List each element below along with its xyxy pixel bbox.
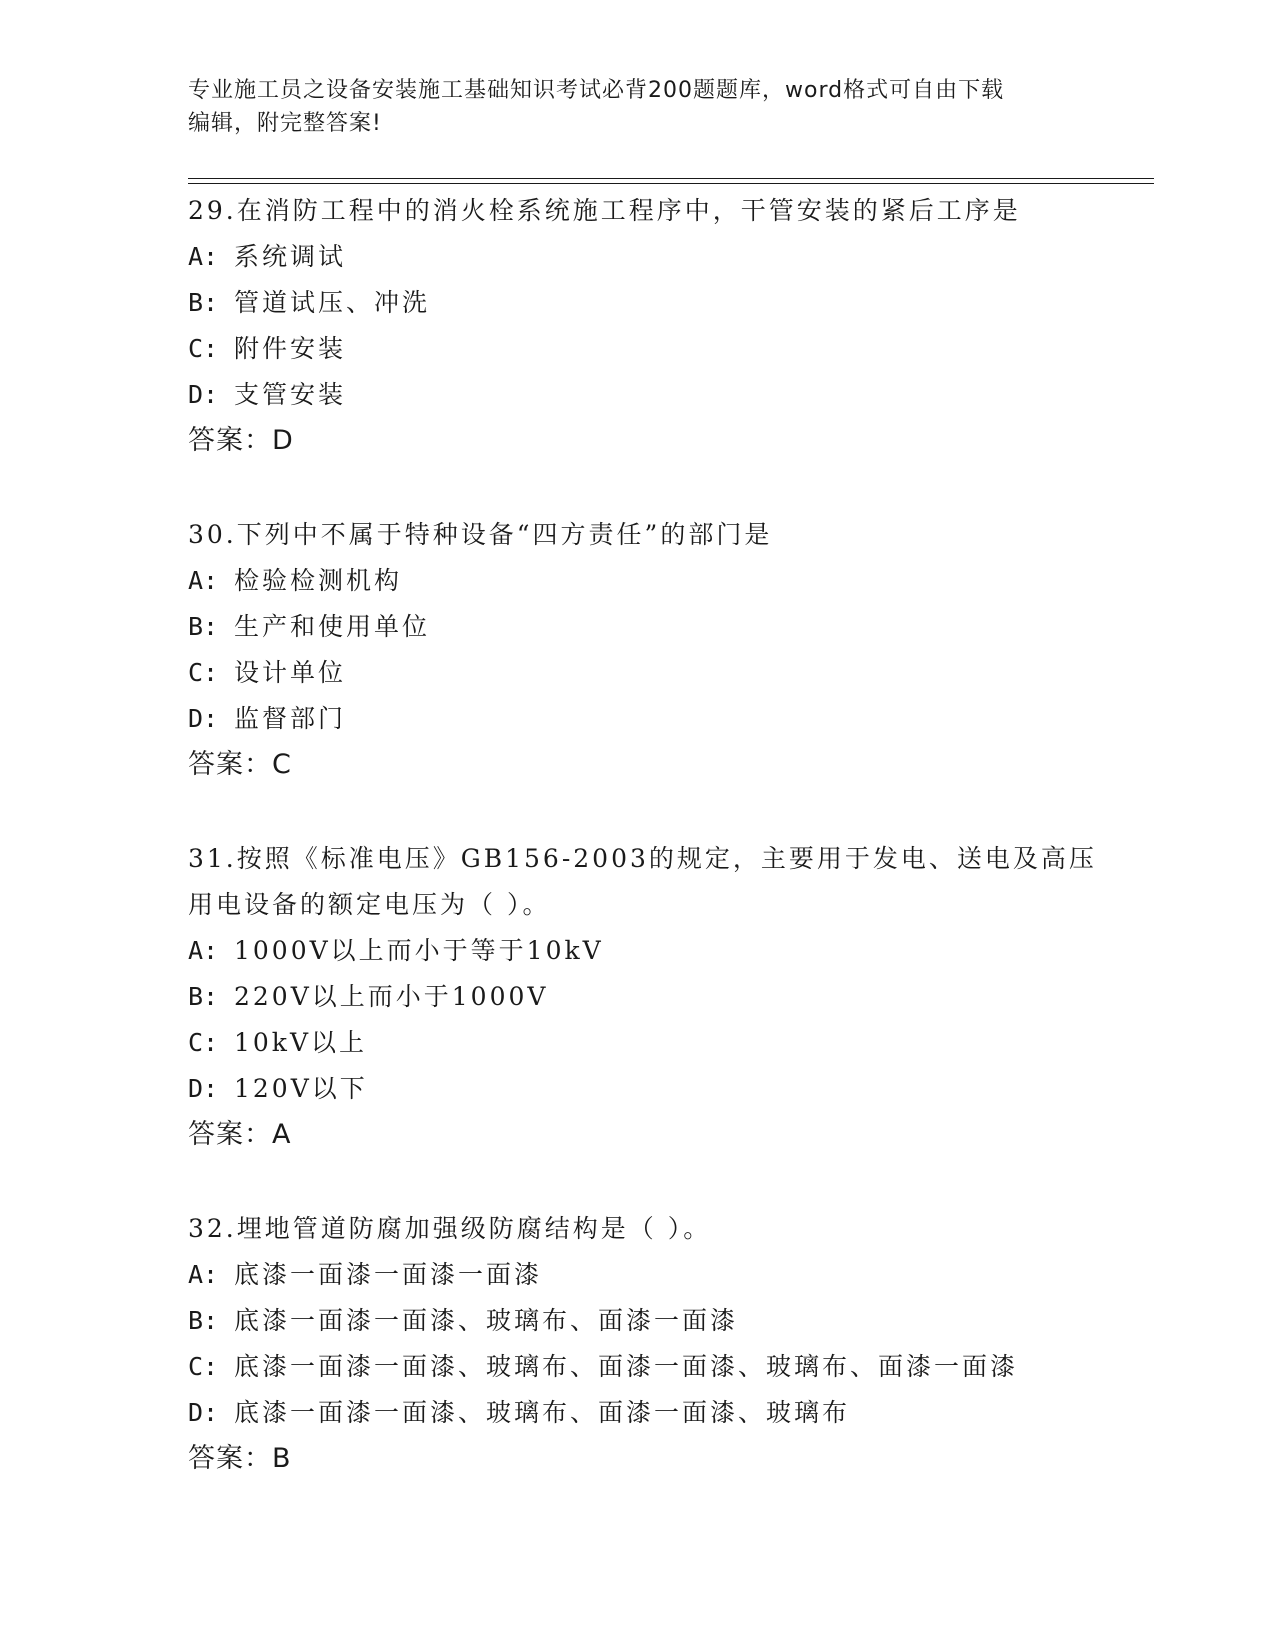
option-label: C: xyxy=(188,658,219,687)
option-text: 附件安装 xyxy=(234,334,347,363)
option-text: 底漆一面漆一面漆一面漆 xyxy=(234,1260,543,1289)
option-text: 管道试压、冲洗 xyxy=(234,288,431,317)
option-label: A: xyxy=(188,1260,219,1289)
option-label: B: xyxy=(188,982,219,1011)
option-c xyxy=(188,326,1148,372)
question-stem: 30.下列中不属于特种设备“四方责任”的部门是 xyxy=(188,520,773,549)
header-divider-bottom xyxy=(188,183,1154,184)
document-header xyxy=(188,74,1088,140)
option-text: 系统调试 xyxy=(234,242,347,271)
question-32 xyxy=(188,1206,1148,1482)
option-label: D: xyxy=(188,380,219,409)
question-30 xyxy=(188,512,1148,788)
question-stem: 32.埋地管道防腐加强级防腐结构是（ ）。 xyxy=(188,1214,712,1243)
question-31 xyxy=(188,836,1148,1158)
option-b xyxy=(188,1298,1148,1344)
answer-text: 答案：D xyxy=(188,425,294,456)
option-label: A: xyxy=(188,242,219,271)
option-c xyxy=(188,650,1148,696)
option-a xyxy=(188,234,1148,280)
question-list xyxy=(188,188,1148,1482)
option-d xyxy=(188,1066,1148,1112)
option-label: D: xyxy=(188,704,219,733)
question-stem-continued: 用电设备的额定电压为（ ）。 xyxy=(188,890,551,919)
option-label: B: xyxy=(188,1306,219,1335)
answer-text: 答案：C xyxy=(188,749,292,780)
option-d xyxy=(188,696,1148,742)
option-text: 1000V以上而小于等于10kV xyxy=(234,936,604,965)
option-text: 120V以下 xyxy=(234,1074,368,1103)
option-label: A: xyxy=(188,566,219,595)
option-label: C: xyxy=(188,1028,219,1057)
option-label: C: xyxy=(188,1352,219,1381)
question-stem: 29.在消防工程中的消火栓系统施工程序中，干管安装的紧后工序是 xyxy=(188,196,1021,225)
option-label: D: xyxy=(188,1398,219,1427)
option-text: 检验检测机构 xyxy=(234,566,403,595)
option-c xyxy=(188,1020,1148,1066)
option-d xyxy=(188,1390,1148,1436)
option-text: 底漆一面漆一面漆、玻璃布、面漆一面漆、玻璃布 xyxy=(234,1398,851,1427)
option-b xyxy=(188,974,1148,1020)
option-text: 设计单位 xyxy=(234,658,347,687)
option-text: 220V以上而小于1000V xyxy=(234,982,549,1011)
question-stem: 31.按照《标准电压》GB156-2003的规定，主要用于发电、送电及高压 xyxy=(188,844,1097,873)
option-b xyxy=(188,604,1148,650)
option-text: 监督部门 xyxy=(234,704,347,733)
option-a xyxy=(188,558,1148,604)
header-line-2: 编辑，附完整答案! xyxy=(188,111,382,136)
header-divider-top xyxy=(188,178,1154,179)
option-text: 10kV以上 xyxy=(234,1028,368,1057)
header-line-1: 专业施工员之设备安装施工基础知识考试必背200题题库，word格式可自由下载 xyxy=(188,78,1005,103)
option-b xyxy=(188,280,1148,326)
option-text: 生产和使用单位 xyxy=(234,612,431,641)
answer-text: 答案：B xyxy=(188,1443,292,1474)
option-text: 支管安装 xyxy=(234,380,347,409)
answer-text: 答案：A xyxy=(188,1119,292,1150)
option-c xyxy=(188,1344,1148,1390)
question-29 xyxy=(188,188,1148,464)
option-d xyxy=(188,372,1148,418)
option-label: A: xyxy=(188,936,219,965)
option-label: B: xyxy=(188,612,219,641)
option-label: D: xyxy=(188,1074,219,1103)
option-label: B: xyxy=(188,288,219,317)
option-a xyxy=(188,1252,1148,1298)
option-text: 底漆一面漆一面漆、玻璃布、面漆一面漆 xyxy=(234,1306,739,1335)
option-label: C: xyxy=(188,334,219,363)
option-a xyxy=(188,928,1148,974)
option-text: 底漆一面漆一面漆、玻璃布、面漆一面漆、玻璃布、面漆一面漆 xyxy=(234,1352,1019,1381)
